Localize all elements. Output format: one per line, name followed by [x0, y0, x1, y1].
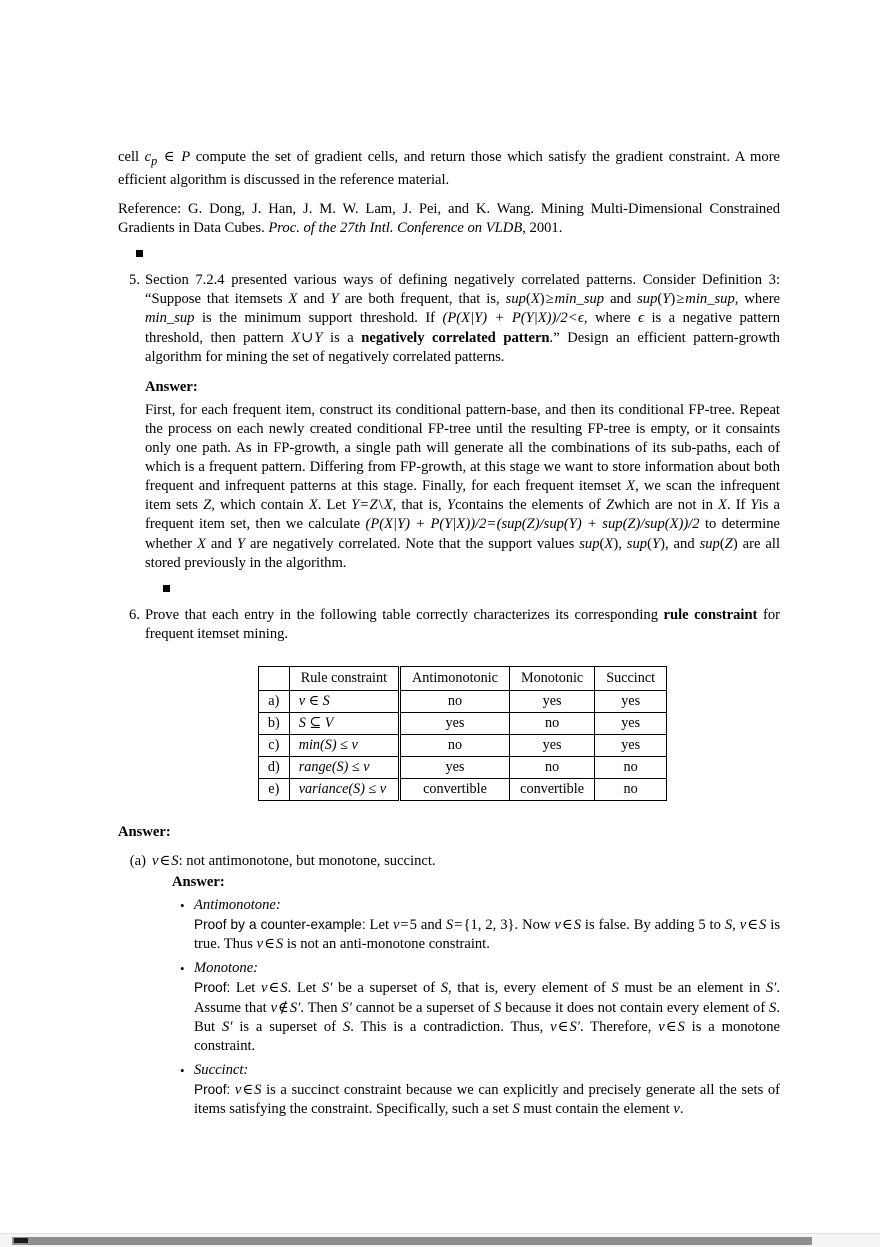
- reference-prefix: Reference: G. Dong, J. Han, J. M. W. Lam, J. Pei, and K. Wang. Mining Multi-Dimensional Constrained Gradients in Data Cubes.: [118, 201, 780, 237]
- text-fragment: “Suppose that itemsets: [145, 291, 283, 308]
- math-var-Y: Y: [750, 497, 759, 514]
- math-var-Y: Y: [662, 291, 671, 308]
- math-sup: sup: [626, 535, 648, 552]
- table-header-row: [258, 666, 666, 690]
- math-var-S: S: [254, 1081, 262, 1098]
- math-var-S: S: [759, 917, 767, 934]
- math-set-123: {1, 2, 3}: [463, 917, 515, 934]
- math-var-S: S: [440, 980, 449, 997]
- text-fragment: , we scan the infrequent item sets: [145, 478, 780, 514]
- math-var-c: c: [144, 149, 152, 165]
- table-header-index: [258, 666, 289, 690]
- text-fragment: . If: [726, 497, 746, 514]
- math-var-v: v: [234, 1081, 242, 1098]
- math-minsup: min_sup: [685, 291, 735, 308]
- math-var-S: S: [769, 999, 777, 1016]
- text-fragment: is a monotone constraint.: [194, 1018, 780, 1054]
- math-sup: sup: [699, 535, 720, 552]
- text-fragment: are negatively correlated. Note that the support values: [249, 535, 575, 552]
- math-var-Z: Z: [724, 535, 733, 552]
- table-header-antimonotonic: Antimonotonic: [400, 666, 510, 690]
- math-var-S: S: [573, 917, 581, 934]
- proof-label: Proof:: [194, 980, 231, 996]
- part-letter: (a): [129, 852, 146, 869]
- math-op-geq: ≥: [676, 291, 685, 308]
- question-number: 6.: [129, 606, 140, 623]
- math-expr-cond: (P(X|Y) + P(Y|X))/2: [442, 310, 568, 327]
- text-fragment: First, for each frequent item, construct its conditional pattern-base, and then its conditional FP-tree. Repeat the process on each newly created conditional FP-tree until the resulting FP-tree is empty, or it consaints only one path. As in FP-growth, a single path will generate all the combinations of its sub-paths, each of which is a frequent pattern. Differing from FP-growth, at this stage we want to store information about both frequent and infrequent patterns at this stage. Finally, for each frequent itemset: [145, 401, 780, 495]
- text-fragment: are all stored previously in the algorithm.: [145, 535, 781, 571]
- question-5-text: Section 7.2.4 presented various ways of defining negatively correlated patterns. Consider Definition 3: “Suppose that itemsets X and Y are both frequent, that is, sup(X)≥min_sup and sup(Y)≥min_sup, where min_sup is the minimum support threshold. If (P(X|Y) + P(Y|X))/2<ϵ, where ϵ is a negative pattern threshold, then pattern X∪Y is a negatively correlated pattern.” Design an efficient pattern-growth algorithm for mining the set of negatively correlated patterns.: [145, 272, 781, 365]
- cell-index: c): [258, 734, 289, 756]
- math-var-X: X: [626, 478, 636, 495]
- text-fragment: . Let: [287, 980, 317, 997]
- math-var-v: v: [392, 917, 400, 934]
- part-a-statement: [152, 852, 780, 871]
- text-fragment: . Therefore,: [579, 1018, 652, 1035]
- math-var-S: S: [342, 1018, 351, 1035]
- cell-monotonic: yes: [509, 734, 594, 756]
- math-var-Z: Z: [203, 497, 212, 514]
- table-row: [258, 712, 666, 734]
- math-var-v: v: [658, 1018, 665, 1035]
- math-var-P: P: [181, 149, 191, 165]
- math-var-S: S: [611, 980, 619, 997]
- proof-label: Proof:: [194, 1081, 231, 1097]
- math-epsilon: ϵ: [638, 310, 644, 327]
- text-fragment: is a succinct constraint because we can explicitly and precisely generate all the sets of items satisfying the constraint. Specifically, such a set: [194, 1081, 780, 1117]
- bold-term-negatively-correlated-pattern: negatively correlated pattern: [361, 329, 550, 346]
- math-minsup: min_sup: [145, 310, 195, 327]
- text-fragment: is not an anti-monotone constraint.: [286, 936, 490, 953]
- cell-antimonotonic: yes: [400, 756, 510, 778]
- math-sub-p: p: [151, 153, 158, 168]
- text-fragment: which are not in: [614, 497, 713, 514]
- cell-rule: S ⊆ V: [289, 712, 399, 734]
- text-fragment: be a superset of: [338, 980, 436, 997]
- text-fragment: ,: [618, 535, 622, 552]
- text-fragment: are both frequent, that is,: [344, 291, 500, 308]
- bullet-monotone: [194, 959, 780, 1055]
- text-fragment: , that is,: [392, 497, 442, 514]
- question-5: [118, 271, 780, 591]
- question-6: [118, 606, 780, 801]
- text-fragment: . Let: [317, 497, 346, 514]
- reference-venue: Proc. of the 27th Intl. Conference on VLDB: [268, 220, 523, 237]
- cell-monotonic: convertible: [509, 778, 594, 800]
- text-fragment: : not antimonotone, but monotone, succinct.: [178, 852, 436, 869]
- table-header-rule-constraint: Rule constraint: [289, 666, 399, 690]
- bullet-title: • Antimonotone:: [194, 897, 281, 914]
- text-fragment: cannot be a superset of: [355, 999, 491, 1016]
- proof-label: Proof by a counter-example:: [194, 917, 366, 933]
- question-6-text: [145, 606, 780, 644]
- cell-rule: v ∈ S: [289, 690, 399, 712]
- math-epsilon: ϵ: [577, 310, 584, 327]
- cell-rule: min(S) ≤ v: [289, 734, 399, 756]
- answer-text-q5: First, for each frequent item, construct its conditional pattern-base, and then its conditional FP-tree. Repeat the process on each newly created conditional FP-tree until the resulting FP-tree is empty, or it consaints only one path. As in FP-growth, a single path will generate all the combinations of its sub-paths, each of which is a frequent pattern. Differing from FP-growth, at this stage we want to store information about both frequent and infrequent patterns at this stage. Finally, for each frequent itemset X, we scan the infrequent item sets Z, which contain X. Let Y=Z\X, that is, Ycontains the elements of Zwhich are not in X. If Yis a frequent item set, then we calculate (P(X|Y) + P(Y|X))/2=(sup(Z)/sup(Y) + sup(Z)/sup(X))/2 to determine whether X and Y are negatively correlated. Note that the support values sup(X), sup(Y), and sup(Z) are all stored previously in the algorithm.: [145, 401, 781, 571]
- math-var-S: S: [280, 980, 288, 997]
- text-fragment: . Then: [300, 999, 338, 1016]
- math-num-5: 5: [409, 917, 417, 934]
- paragraph-gradient-continuation: [118, 148, 780, 190]
- text-fragment: because it does not contain every element of: [505, 999, 766, 1016]
- math-op-lt: <: [568, 310, 577, 327]
- text-fragment: where: [594, 310, 631, 327]
- text-fragment: .” Design an efficient pattern-growth algorithm for mining the set of negatively correlated patterns.: [145, 329, 780, 365]
- cell-succinct: no: [595, 756, 667, 778]
- table-row: [258, 690, 666, 712]
- cell-succinct: yes: [595, 690, 667, 712]
- math-sup: sup: [579, 535, 600, 552]
- math-var-S: S: [171, 852, 179, 869]
- math-op-in: ∈: [561, 917, 573, 934]
- math-var-S: S: [512, 1101, 520, 1117]
- math-op-in: ∈: [264, 936, 275, 953]
- text-fragment: , and: [664, 535, 695, 552]
- cell-monotonic: no: [509, 756, 594, 778]
- text-fragment: must contain the element: [523, 1101, 670, 1117]
- cell-antimonotonic: no: [400, 734, 510, 756]
- math-expr-calc-rhs: (sup(Z)/sup(Y) + sup(Z)/sup(X))/2: [496, 516, 700, 533]
- math-var-Y: Y: [314, 329, 323, 346]
- proof-bullet-list: [152, 896, 780, 1119]
- text-fragment: is false. By adding 5 to: [584, 917, 721, 934]
- text-fragment: compute the set of gradient cells, and return those which satisfy the gradient constraint. A more efficient algorithm is discussed in the reference material.: [118, 149, 781, 188]
- reference-year: , 2001.: [522, 220, 563, 237]
- table-header-succinct: Succinct: [595, 666, 667, 690]
- bullet-body: [194, 915, 780, 954]
- answer-block-q6: [118, 823, 780, 1119]
- math-var-S-prime: S′: [289, 999, 301, 1016]
- cell-index: e): [258, 778, 289, 800]
- table-body: [258, 690, 666, 800]
- text-fragment: ,: [732, 917, 736, 934]
- math-op-cup: ∪: [301, 329, 314, 346]
- text-fragment: where: [744, 291, 781, 308]
- bold-term-rule-constraint: rule constraint: [663, 606, 758, 623]
- math-var-v: v: [270, 999, 278, 1016]
- text-fragment: for frequent itemset mining.: [145, 606, 780, 642]
- math-var-S-prime: S′: [321, 980, 333, 997]
- text-fragment: Section 7.2.4 presented various ways of defining negatively correlated patterns. Consider Definition 3:: [145, 272, 780, 289]
- page-content: [118, 148, 780, 1119]
- math-var-X: X: [196, 535, 206, 552]
- text-fragment: and: [210, 535, 232, 552]
- cell-succinct: yes: [595, 712, 667, 734]
- math-var-S-prime: S′: [765, 980, 777, 997]
- math-var-v: v: [739, 917, 747, 934]
- text-fragment: must be an element in: [624, 980, 761, 997]
- math-var-v: v: [256, 936, 264, 953]
- text-fragment: to determine whether: [145, 516, 780, 552]
- math-op-in: ∈: [747, 917, 759, 934]
- bullet-title: • Succinct:: [194, 1061, 249, 1078]
- math-var-X: X: [308, 497, 318, 514]
- text-fragment: Let: [369, 917, 389, 934]
- math-op-in: ∈: [268, 980, 280, 997]
- math-var-S: S: [275, 936, 284, 953]
- text-fragment: . Assume that: [194, 980, 781, 1016]
- math-var-S: S: [493, 999, 502, 1016]
- text-fragment: is a negative pattern threshold, then pattern: [145, 310, 781, 346]
- scrollbar-left-nub[interactable]: [14, 1238, 28, 1243]
- text-fragment: is a: [330, 329, 354, 346]
- math-var-X: X: [291, 329, 301, 346]
- bullet-succinct: [194, 1061, 780, 1119]
- bullet-body: [194, 1080, 780, 1119]
- cell-succinct: no: [595, 778, 667, 800]
- cell-rule: range(S) ≤ v: [289, 756, 399, 778]
- text-fragment: and: [610, 291, 632, 308]
- math-var-S: S: [677, 1018, 685, 1035]
- cell-index: d): [258, 756, 289, 778]
- text-fragment: , that is, every element of: [448, 980, 606, 997]
- math-var-S-prime: S′: [221, 1018, 233, 1035]
- math-var-v: v: [550, 1018, 557, 1035]
- math-var-Z: Z: [369, 497, 378, 514]
- math-var-Z: Z: [605, 497, 615, 514]
- math-sup: sup: [637, 291, 658, 308]
- math-var-X: X: [604, 535, 614, 552]
- cell-antimonotonic: yes: [400, 712, 510, 734]
- math-minsup: min_sup: [554, 291, 605, 308]
- question-number: 5.: [129, 272, 140, 289]
- bullet-title: • Monotone:: [194, 960, 259, 977]
- text-fragment: . Now: [514, 917, 551, 934]
- text-fragment: Let: [235, 980, 256, 997]
- math-op-in: ∈: [163, 149, 175, 165]
- text-fragment: is a superset of: [239, 1018, 337, 1035]
- math-op-eq: =: [454, 917, 463, 934]
- end-of-proof-marker: [136, 250, 143, 257]
- paragraph-reference: [118, 200, 780, 238]
- cell-monotonic: yes: [509, 690, 594, 712]
- cell-antimonotonic: convertible: [400, 778, 510, 800]
- text-fragment: .: [679, 1101, 684, 1117]
- table-row: [258, 756, 666, 778]
- rule-constraint-table: [258, 666, 667, 801]
- text-fragment: , which contain: [211, 497, 304, 514]
- math-var-Y: Y: [446, 497, 455, 514]
- bullet-antimonotone: [194, 896, 780, 954]
- math-var-S-prime: S′: [341, 999, 352, 1016]
- cell-antimonotonic: no: [400, 690, 510, 712]
- text-fragment: cell: [118, 149, 140, 165]
- cell-index: a): [258, 690, 289, 712]
- math-var-Y: Y: [351, 497, 360, 514]
- math-var-v: v: [152, 852, 159, 869]
- math-op-in: ∈: [242, 1081, 254, 1098]
- math-op-notin: ∉: [278, 999, 289, 1016]
- math-var-Y: Y: [330, 291, 339, 308]
- math-op-in: ∈: [159, 852, 171, 869]
- math-var-X: X: [383, 497, 393, 514]
- answer-label-q6: Answer:: [118, 823, 171, 840]
- text-fragment: Prove that each entry in the following table correctly characterizes its corresponding: [145, 606, 658, 623]
- math-op-in: ∈: [665, 1018, 677, 1035]
- math-var-v: v: [673, 1101, 680, 1117]
- math-var-X: X: [288, 291, 298, 308]
- math-var-X: X: [718, 497, 727, 514]
- cell-succinct: yes: [595, 734, 667, 756]
- horizontal-scrollbar-track[interactable]: [0, 1233, 880, 1247]
- text-fragment: and: [420, 917, 442, 934]
- math-op-eq: =: [487, 516, 496, 533]
- horizontal-scrollbar-thumb[interactable]: [12, 1237, 812, 1245]
- math-var-Y: Y: [651, 535, 661, 552]
- text-fragment: contains the elements of: [454, 497, 601, 514]
- text-fragment: . This is a contradiction. Thus,: [350, 1018, 544, 1035]
- cell-index: b): [258, 712, 289, 734]
- cell-monotonic: no: [509, 712, 594, 734]
- math-op-in: ∈: [557, 1018, 569, 1035]
- math-var-Y: Y: [236, 535, 245, 552]
- math-expr-calc-lhs: (P(X|Y) + P(Y|X))/2: [365, 516, 487, 533]
- table-row: [258, 778, 666, 800]
- cell-rule: variance(S) ≤ v: [289, 778, 399, 800]
- text-fragment: is true. Thus: [194, 917, 780, 953]
- table-header-monotonic: Monotonic: [509, 666, 594, 690]
- math-op-eq: =: [400, 917, 409, 934]
- part-a: [118, 852, 780, 1119]
- math-op-eq: =: [360, 497, 369, 514]
- rule-constraint-table-wrapper: [145, 666, 780, 801]
- math-op-geq: ≥: [545, 291, 554, 308]
- math-var-v: v: [260, 980, 268, 997]
- math-var-v: v: [554, 917, 561, 934]
- end-of-proof-marker: [163, 585, 170, 592]
- answer-label-q5: Answer:: [145, 378, 198, 395]
- answer-label-part-a: Answer:: [172, 874, 225, 891]
- text-fragment: is a frequent item set, then we calculate: [145, 497, 780, 533]
- math-var-S: S: [445, 917, 454, 934]
- math-var-X: X: [530, 291, 540, 308]
- math-op-setminus: \: [378, 497, 383, 514]
- math-var-S: S: [724, 917, 733, 934]
- math-sup: sup: [505, 291, 526, 308]
- table-row: [258, 734, 666, 756]
- bullet-body: [194, 978, 780, 1055]
- text-fragment: . But: [194, 999, 780, 1035]
- math-var-S-prime: S′: [569, 1018, 580, 1035]
- text-fragment: is the minimum support threshold. If: [201, 310, 436, 327]
